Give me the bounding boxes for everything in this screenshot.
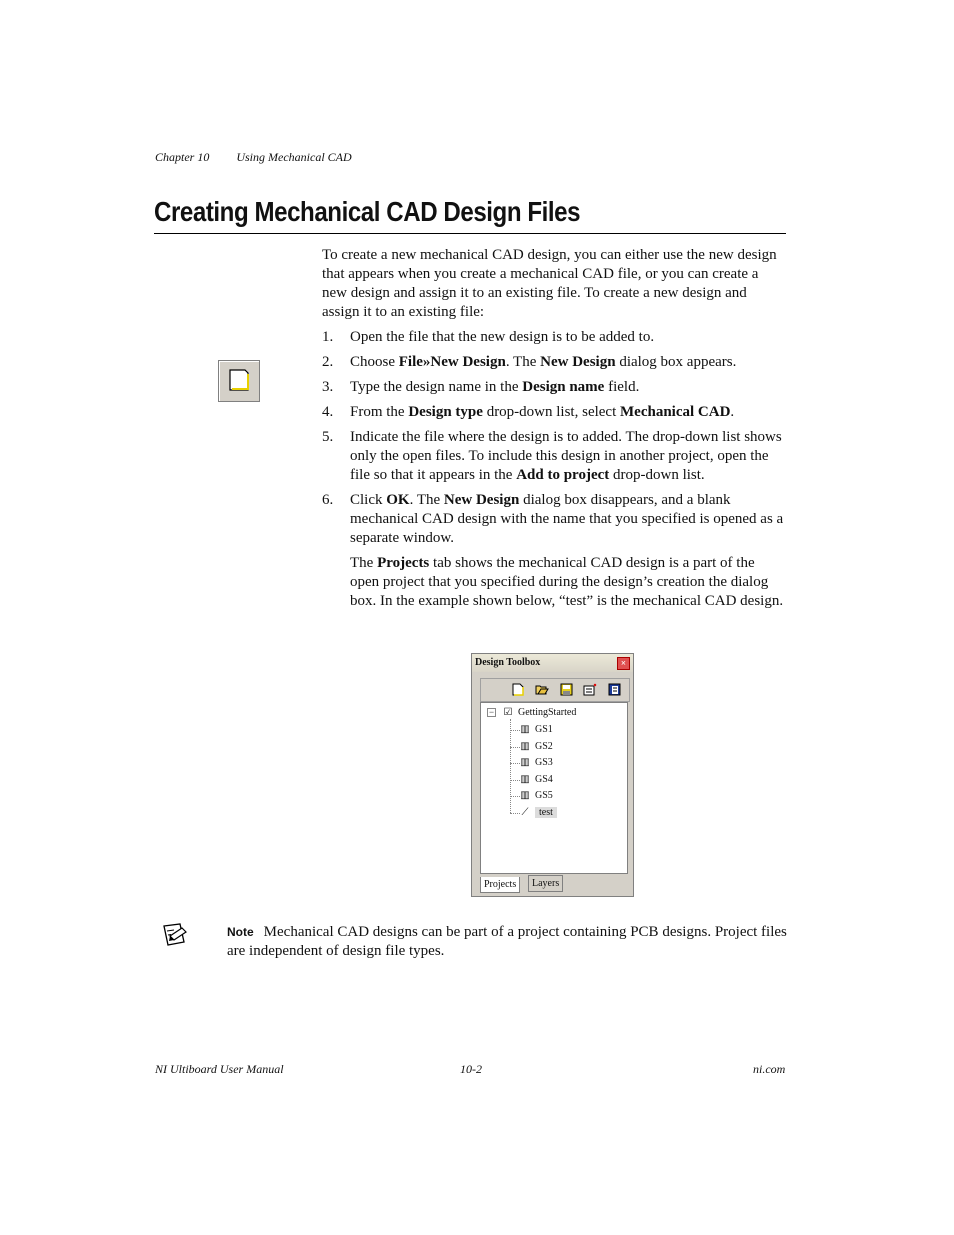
note: [227, 923, 787, 961]
step-text: [350, 428, 786, 485]
text-run: dialog box appears.: [615, 354, 737, 370]
open-folder-icon[interactable]: [535, 683, 549, 697]
text-run: The: [350, 555, 378, 571]
bold-term: Design type: [408, 404, 483, 420]
close-icon[interactable]: ×: [617, 657, 630, 670]
step-item: [322, 378, 786, 397]
tree-item-label: GS5: [535, 790, 553, 802]
step-text: [350, 353, 786, 372]
step-text: [350, 328, 786, 347]
text-run: . The: [505, 354, 541, 370]
tree-item-label: GS2: [535, 740, 553, 752]
pcb-design-icon: ▥: [520, 790, 530, 802]
tree-item[interactable]: [519, 739, 553, 754]
step-number: 1.: [322, 329, 334, 345]
new-design-toolbar-button: [218, 360, 260, 402]
bold-term: File»New Design: [398, 354, 506, 370]
pcb-design-icon: ▥: [520, 724, 530, 735]
tab-layers[interactable]: Layers: [528, 875, 563, 892]
step-item: [322, 328, 786, 347]
title-rule: [154, 233, 786, 234]
tree-item-label: GS3: [535, 757, 553, 769]
text-run: Choose: [350, 354, 399, 370]
steps-list: [322, 328, 786, 611]
text-run: .: [730, 404, 735, 420]
text-run: drop-down list, select: [482, 404, 620, 420]
new-file-icon[interactable]: [511, 683, 525, 697]
pcb-design-icon: ▥: [520, 773, 530, 785]
footer-manual-title: NI Ultiboard User Manual: [155, 1062, 284, 1076]
step-number: 3.: [322, 379, 334, 395]
mechanical-cad-icon: ⟋: [521, 807, 529, 818]
text-run: Open the file that the new design is to be added to.: [350, 329, 655, 345]
tree-connector: [510, 719, 511, 813]
chapter-title: Using Mechanical CAD: [236, 150, 352, 164]
step-number: 4.: [322, 404, 334, 420]
step-number: 2.: [322, 354, 334, 370]
design-toolbox-titlebar: [472, 654, 633, 672]
bold-term: OK: [386, 492, 410, 508]
step-text: [350, 378, 786, 397]
new-file-icon: [228, 368, 250, 392]
footer-website: ni.com: [753, 1062, 786, 1076]
design-toolbox-window: [471, 653, 634, 897]
tree-item-label: GS4: [535, 773, 553, 785]
bold-term: New Design: [443, 492, 520, 508]
text-run: field.: [604, 379, 640, 395]
step-text: [350, 491, 786, 548]
text-run: tab shows the mechanical CAD design is a part of the open project that you specified during the design’s creation the dialog box. In the example shown below, “test” is the mechanical CAD design.: [350, 555, 784, 609]
chapter-number: Chapter 10: [155, 150, 210, 164]
tree-root[interactable]: [487, 705, 576, 720]
text-run: dialog box disappears, and a blank mechanical CAD design with the name that you specified is opened as a separate window.: [350, 492, 784, 546]
tree-item[interactable]: [519, 722, 553, 737]
project-icon: ☑: [503, 707, 513, 718]
collapse-icon[interactable]: −: [488, 707, 495, 717]
step-number: 6.: [322, 492, 334, 508]
footer-page-number: 10-2: [460, 1062, 482, 1076]
tree-item[interactable]: [519, 805, 557, 820]
pcb-design-icon: ▥: [520, 757, 530, 769]
bold-term: Design name: [522, 379, 605, 395]
tree-item[interactable]: [519, 772, 553, 787]
tab-projects[interactable]: Projects: [480, 877, 520, 893]
bold-term: Mechanical CAD: [620, 404, 731, 420]
project-tree: [480, 702, 628, 874]
bold-term: Add to project: [516, 467, 610, 483]
properties-icon[interactable]: [583, 683, 597, 697]
bold-term: New Design: [540, 354, 616, 370]
note-label: Note: [227, 925, 254, 939]
step-item: [322, 353, 786, 372]
design-toolbox-toolbar: [480, 678, 630, 702]
step-followup-paragraph: [350, 554, 786, 611]
page-header: [155, 150, 352, 165]
tree-item[interactable]: [519, 788, 553, 803]
bold-term: Projects: [377, 555, 430, 571]
pcb-design-icon: ▥: [520, 740, 530, 752]
tree-item-label: GS1: [535, 724, 553, 735]
text-run: drop-down list.: [609, 467, 705, 483]
section-title: Creating Mechanical CAD Design Files: [154, 196, 581, 227]
step-number: 5.: [322, 429, 334, 445]
note-icon: [162, 922, 190, 953]
text-run: Type the design name in the: [350, 379, 523, 395]
step-text: [350, 403, 786, 422]
step-item: [322, 403, 786, 422]
text-run: Click: [350, 492, 387, 508]
intro-paragraph: To create a new mechanical CAD design, you can either use the new design that appears when you create a mechanical CAD file, or you can create a new design and assign it to an existing file. To create a new design and assign it to an existing file:: [322, 247, 777, 320]
step-item: [322, 491, 786, 611]
info-icon[interactable]: [607, 683, 621, 697]
note-text: Mechanical CAD designs can be part of a project containing PCB designs. Project files are independent of design file types.: [227, 924, 787, 959]
tree-item-label: test: [535, 807, 557, 818]
text-run: Indicate the file where the design is to added. The drop-down list shows only the open files. To include this design in another project, open the file so that it appears in the: [350, 429, 782, 483]
step-item: [322, 428, 786, 485]
tree-root-label: GettingStarted: [518, 707, 577, 718]
text-run: . The: [409, 492, 444, 508]
design-toolbox-title: Design Toolbox: [475, 657, 541, 668]
save-icon[interactable]: [559, 683, 573, 697]
body-text: [322, 246, 786, 617]
text-run: From the: [350, 404, 409, 420]
tree-item[interactable]: [519, 755, 553, 770]
